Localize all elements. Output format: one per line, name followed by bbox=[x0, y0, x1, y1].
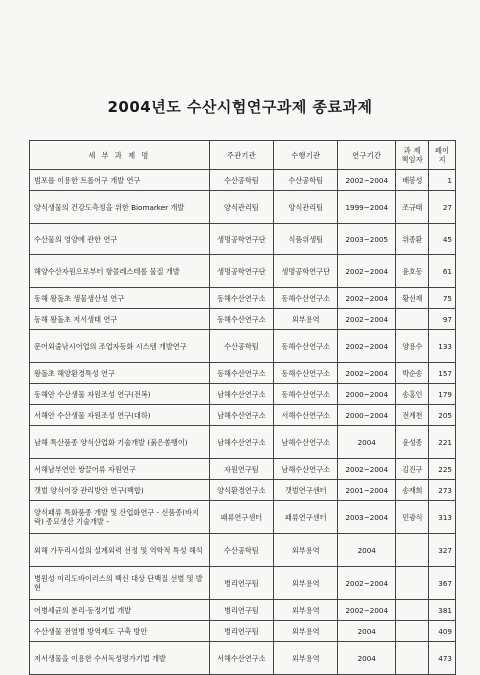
page-cell: 225 bbox=[429, 459, 456, 480]
period-cell: 2001~2004 bbox=[338, 480, 396, 501]
page-title: 2004년도 수산시험연구과제 종료과제 bbox=[107, 98, 373, 116]
page-cell: 45 bbox=[429, 224, 456, 255]
lead-org-cell: 양식환경연구소 bbox=[209, 480, 273, 501]
period-cell: 1999~2004 bbox=[338, 191, 396, 224]
table-row bbox=[30, 480, 456, 501]
exec-org-cell: 서해수산연구소 bbox=[274, 405, 338, 426]
exec-org-cell: 동해수산연구소 bbox=[274, 330, 338, 363]
topic-cell: 남해 특산품종 양식산업화 기술개발 (붉은쏨뱅이) bbox=[30, 426, 210, 459]
pi-cell: 윤성종 bbox=[396, 426, 429, 459]
header-page: 페이지 bbox=[429, 141, 456, 170]
period-cell: 2003~2005 bbox=[338, 224, 396, 255]
exec-org-cell: 식품위생팀 bbox=[274, 224, 338, 255]
period-cell: 2002~2004 bbox=[338, 567, 396, 600]
page-cell: 61 bbox=[429, 255, 456, 288]
exec-org-cell: 생명공학연구단 bbox=[274, 255, 338, 288]
lead-org-cell: 수산공학팀 bbox=[209, 330, 273, 363]
exec-org-cell: 수산공학팀 bbox=[274, 170, 338, 191]
page-cell: 381 bbox=[429, 600, 456, 621]
page-cell: 75 bbox=[429, 288, 456, 309]
exec-org-cell: 양식관리팀 bbox=[274, 191, 338, 224]
table-row bbox=[30, 191, 456, 224]
table-row bbox=[30, 224, 456, 255]
pi-cell: 김진구 bbox=[396, 459, 429, 480]
page-cell: 133 bbox=[429, 330, 456, 363]
header-period: 연구기간 bbox=[338, 141, 396, 170]
exec-org-cell: 외부용역 bbox=[274, 600, 338, 621]
page-cell: 327 bbox=[429, 534, 456, 567]
period-cell: 2002~2004 bbox=[338, 255, 396, 288]
table-row bbox=[30, 642, 456, 675]
header-pi: 과 제 책임자 bbox=[396, 141, 429, 170]
table-row bbox=[30, 255, 456, 288]
table-row bbox=[30, 567, 456, 600]
period-cell: 2000~2004 bbox=[338, 405, 396, 426]
exec-org-cell: 외부용역 bbox=[274, 567, 338, 600]
lead-org-cell: 패류연구센터 bbox=[209, 501, 273, 534]
table-row bbox=[30, 600, 456, 621]
pi-cell: 배봉성 bbox=[396, 170, 429, 191]
pi-cell bbox=[396, 534, 429, 567]
page-cell: 205 bbox=[429, 405, 456, 426]
period-cell: 2002~2004 bbox=[338, 309, 396, 330]
period-cell: 2000~2004 bbox=[338, 384, 396, 405]
pi-cell: 위종환 bbox=[396, 224, 429, 255]
table-row bbox=[30, 309, 456, 330]
period-cell: 2002~2004 bbox=[338, 288, 396, 309]
topic-cell: 문어외줄낚시어업의 조업자동화 시스템 개발연구 bbox=[30, 330, 210, 363]
lead-org-cell: 동해수산연구소 bbox=[209, 288, 273, 309]
period-cell: 2002~2004 bbox=[338, 330, 396, 363]
table-row bbox=[30, 426, 456, 459]
topic-cell: 동해 왕돌초 생물생산성 연구 bbox=[30, 288, 210, 309]
page-cell: 97 bbox=[429, 309, 456, 330]
page-cell: 221 bbox=[429, 426, 456, 459]
period-cell: 2002~2004 bbox=[338, 600, 396, 621]
pi-cell: 윤호동 bbox=[396, 255, 429, 288]
topic-cell: 양식생물의 건강도측정을 위한 Biomarker 개발 bbox=[30, 191, 210, 224]
table-row bbox=[30, 501, 456, 534]
topic-cell: 왕돌초 해양환경특성 연구 bbox=[30, 363, 210, 384]
table-row bbox=[30, 621, 456, 642]
table-row bbox=[30, 384, 456, 405]
pi-cell: 민광식 bbox=[396, 501, 429, 534]
topic-cell: 서해안 수산생물 자원조성 연구(대하) bbox=[30, 405, 210, 426]
period-cell: 2002~2004 bbox=[338, 170, 396, 191]
header-exec-org: 수행기관 bbox=[274, 141, 338, 170]
lead-org-cell: 동해수산연구소 bbox=[209, 309, 273, 330]
exec-org-cell: 갯벌연구센터 bbox=[274, 480, 338, 501]
pi-cell: 송재희 bbox=[396, 480, 429, 501]
table-row bbox=[30, 170, 456, 191]
topic-cell: 범포를 이용한 트롤어구 개발 연구 bbox=[30, 170, 210, 191]
header-lead-org: 주관기관 bbox=[209, 141, 273, 170]
page-cell: 409 bbox=[429, 621, 456, 642]
topic-cell: 갯벌 양식어장 관리방안 연구(백합) bbox=[30, 480, 210, 501]
lead-org-cell: 남해수산연구소 bbox=[209, 384, 273, 405]
exec-org-cell: 남해수산연구소 bbox=[274, 459, 338, 480]
pi-cell: 박순송 bbox=[396, 363, 429, 384]
table-row bbox=[30, 363, 456, 384]
pi-cell: 양용수 bbox=[396, 330, 429, 363]
exec-org-cell: 외부용역 bbox=[274, 642, 338, 675]
page-cell: 1 bbox=[429, 170, 456, 191]
lead-org-cell: 서해수산연구소 bbox=[209, 642, 273, 675]
lead-org-cell: 수산공학팀 bbox=[209, 170, 273, 191]
table-row bbox=[30, 459, 456, 480]
period-cell: 2004 bbox=[338, 642, 396, 675]
table-row bbox=[30, 534, 456, 567]
exec-org-cell: 동해수산연구소 bbox=[274, 363, 338, 384]
topic-cell: 수산생물 전염병 방역제도 구축 방안 bbox=[30, 621, 210, 642]
exec-org-cell: 동해수산연구소 bbox=[274, 288, 338, 309]
topic-cell: 어병세균의 분리·동정기법 개발 bbox=[30, 600, 210, 621]
lead-org-cell: 수산공학팀 bbox=[209, 534, 273, 567]
lead-org-cell: 자원연구팀 bbox=[209, 459, 273, 480]
page-cell: 473 bbox=[429, 642, 456, 675]
lead-org-cell: 병리연구팀 bbox=[209, 567, 273, 600]
period-cell: 2003~2004 bbox=[338, 501, 396, 534]
lead-org-cell: 생명공학연구단 bbox=[209, 224, 273, 255]
pi-cell bbox=[396, 567, 429, 600]
lead-org-cell: 남해수산연구소 bbox=[209, 426, 273, 459]
topic-cell: 동해 왕돌초 저서생태 연구 bbox=[30, 309, 210, 330]
topic-cell: 저서생물을 이용한 수서독성평가기법 개발 bbox=[30, 642, 210, 675]
table-row bbox=[30, 330, 456, 363]
lead-org-cell: 생명공학연구단 bbox=[209, 255, 273, 288]
exec-org-cell: 외부용역 bbox=[274, 534, 338, 567]
topic-cell: 해양수산자원으로부터 항콜레스테롤 물질 개발 bbox=[30, 255, 210, 288]
page-cell: 157 bbox=[429, 363, 456, 384]
lead-org-cell: 동해수산연구소 bbox=[209, 363, 273, 384]
period-cell: 2004 bbox=[338, 534, 396, 567]
exec-org-cell: 남해수산연구소 bbox=[274, 426, 338, 459]
pi-cell: 전계천 bbox=[396, 405, 429, 426]
project-table bbox=[29, 140, 456, 675]
topic-cell: 수산물의 영양에 관한 연구 bbox=[30, 224, 210, 255]
lead-org-cell: 병리연구팀 bbox=[209, 621, 273, 642]
pi-cell bbox=[396, 309, 429, 330]
pi-cell bbox=[396, 621, 429, 642]
topic-cell: 병원성 이리도바이러스의 백신 대상 단백질 선별 및 발현 bbox=[30, 567, 210, 600]
period-cell: 2002~2004 bbox=[338, 363, 396, 384]
period-cell: 2004 bbox=[338, 426, 396, 459]
pi-cell bbox=[396, 642, 429, 675]
pi-cell: 송홍인 bbox=[396, 384, 429, 405]
pi-cell: 황선재 bbox=[396, 288, 429, 309]
exec-org-cell: 외부용역 bbox=[274, 309, 338, 330]
topic-cell: 동해안 수산생물 자원조성 연구(전복) bbox=[30, 384, 210, 405]
exec-org-cell: 외부용역 bbox=[274, 621, 338, 642]
table-row bbox=[30, 288, 456, 309]
exec-org-cell: 패류연구센터 bbox=[274, 501, 338, 534]
header-topic: 세 부 과 제 명 bbox=[30, 141, 210, 170]
topic-cell: 외해 가두리시설의 설계외력 선정 및 역학적 특성 해석 bbox=[30, 534, 210, 567]
page-cell: 27 bbox=[429, 191, 456, 224]
lead-org-cell: 병리연구팀 bbox=[209, 600, 273, 621]
period-cell: 2004 bbox=[338, 621, 396, 642]
page-cell: 179 bbox=[429, 384, 456, 405]
topic-cell: 양식패류 특화품종 개발 및 산업화연구 - 신품종(바지락) 종묘생산 기술개발 - bbox=[30, 501, 210, 534]
lead-org-cell: 양식관리팀 bbox=[209, 191, 273, 224]
period-cell: 2002~2004 bbox=[338, 459, 396, 480]
pi-cell bbox=[396, 600, 429, 621]
exec-org-cell: 동해수산연구소 bbox=[274, 384, 338, 405]
topic-cell: 서해남부연안 쌍끌어류 자원연구 bbox=[30, 459, 210, 480]
page-cell: 313 bbox=[429, 501, 456, 534]
table-header-row bbox=[30, 141, 456, 170]
lead-org-cell: 남해수산연구소 bbox=[209, 405, 273, 426]
page-cell: 273 bbox=[429, 480, 456, 501]
pi-cell: 조규태 bbox=[396, 191, 429, 224]
page-cell: 367 bbox=[429, 567, 456, 600]
table-row bbox=[30, 405, 456, 426]
